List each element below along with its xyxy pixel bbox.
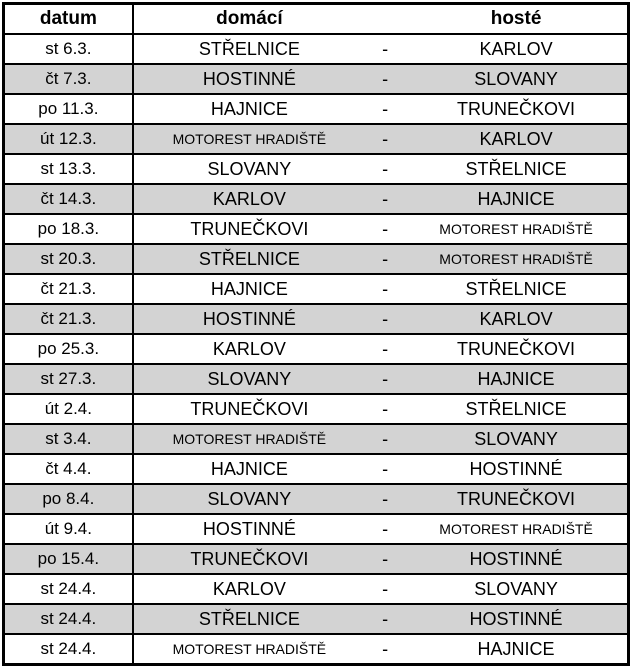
away-team: TRUNEČKOVI [405, 334, 628, 364]
separator-dash: - [365, 124, 405, 154]
separator-dash: - [365, 184, 405, 214]
match-date: st 24.4. [4, 604, 133, 634]
home-team: TRUNEČKOVI [133, 544, 365, 574]
header-row [4, 4, 629, 35]
header-separator-spacer [365, 4, 405, 35]
table-row [4, 34, 629, 64]
separator-dash: - [365, 214, 405, 244]
table-row [4, 94, 629, 124]
table-row [4, 124, 629, 154]
home-team: SLOVANY [133, 154, 365, 184]
match-date: st 6.3. [4, 34, 133, 64]
separator-dash: - [365, 304, 405, 334]
header-domaci: domácí [133, 4, 365, 35]
separator-dash: - [365, 634, 405, 665]
away-team: MOTOREST HRADIŠTĚ [405, 214, 628, 244]
home-team: HAJNICE [133, 274, 365, 304]
table-row [4, 604, 629, 634]
home-team: SLOVANY [133, 484, 365, 514]
home-team: MOTOREST HRADIŠTĚ [133, 424, 365, 454]
match-date: st 24.4. [4, 634, 133, 665]
home-team: STŘELNICE [133, 604, 365, 634]
match-date: čt 14.3. [4, 184, 133, 214]
separator-dash: - [365, 154, 405, 184]
separator-dash: - [365, 484, 405, 514]
separator-dash: - [365, 244, 405, 274]
separator-dash: - [365, 34, 405, 64]
table-row [4, 544, 629, 574]
table-row [4, 484, 629, 514]
table-row [4, 574, 629, 604]
home-team: HOSTINNÉ [133, 514, 365, 544]
match-date: po 25.3. [4, 334, 133, 364]
away-team: KARLOV [405, 34, 628, 64]
away-team: TRUNEČKOVI [405, 484, 628, 514]
separator-dash: - [365, 604, 405, 634]
home-team: HAJNICE [133, 94, 365, 124]
match-date: út 12.3. [4, 124, 133, 154]
table-row [4, 184, 629, 214]
away-team: HOSTINNÉ [405, 454, 628, 484]
away-team: HAJNICE [405, 634, 628, 665]
away-team: HOSTINNÉ [405, 604, 628, 634]
separator-dash: - [365, 94, 405, 124]
separator-dash: - [365, 574, 405, 604]
header-datum: datum [4, 4, 133, 35]
header-hoste: hosté [405, 4, 628, 35]
home-team: HAJNICE [133, 454, 365, 484]
table-row [4, 364, 629, 394]
home-team: STŘELNICE [133, 34, 365, 64]
table-row [4, 394, 629, 424]
match-date: čt 21.3. [4, 304, 133, 334]
match-date: st 3.4. [4, 424, 133, 454]
away-team: HOSTINNÉ [405, 544, 628, 574]
away-team: KARLOV [405, 304, 628, 334]
away-team: STŘELNICE [405, 394, 628, 424]
home-team: TRUNEČKOVI [133, 214, 365, 244]
separator-dash: - [365, 424, 405, 454]
separator-dash: - [365, 274, 405, 304]
table-row [4, 154, 629, 184]
table-row [4, 634, 629, 665]
away-team: STŘELNICE [405, 154, 628, 184]
match-date: út 9.4. [4, 514, 133, 544]
table-row [4, 64, 629, 94]
match-date: po 8.4. [4, 484, 133, 514]
away-team: MOTOREST HRADIŠTĚ [405, 244, 628, 274]
home-team: KARLOV [133, 184, 365, 214]
separator-dash: - [365, 364, 405, 394]
match-schedule-table [2, 2, 630, 666]
home-team: SLOVANY [133, 364, 365, 394]
away-team: SLOVANY [405, 574, 628, 604]
home-team: MOTOREST HRADIŠTĚ [133, 634, 365, 665]
match-date: po 11.3. [4, 94, 133, 124]
away-team: TRUNEČKOVI [405, 94, 628, 124]
home-team: KARLOV [133, 334, 365, 364]
separator-dash: - [365, 544, 405, 574]
home-team: KARLOV [133, 574, 365, 604]
table-row [4, 304, 629, 334]
match-date: st 24.4. [4, 574, 133, 604]
match-date: út 2.4. [4, 394, 133, 424]
table-row [4, 514, 629, 544]
match-date: po 15.4. [4, 544, 133, 574]
table-row [4, 334, 629, 364]
away-team: STŘELNICE [405, 274, 628, 304]
match-date: po 18.3. [4, 214, 133, 244]
separator-dash: - [365, 334, 405, 364]
away-team: SLOVANY [405, 64, 628, 94]
away-team: HAJNICE [405, 364, 628, 394]
home-team: MOTOREST HRADIŠTĚ [133, 124, 365, 154]
home-team: STŘELNICE [133, 244, 365, 274]
match-date: čt 4.4. [4, 454, 133, 484]
match-date: čt 7.3. [4, 64, 133, 94]
table-row [4, 214, 629, 244]
away-team: KARLOV [405, 124, 628, 154]
match-date: čt 21.3. [4, 274, 133, 304]
separator-dash: - [365, 454, 405, 484]
home-team: TRUNEČKOVI [133, 394, 365, 424]
match-date: st 27.3. [4, 364, 133, 394]
table-row [4, 424, 629, 454]
home-team: HOSTINNÉ [133, 304, 365, 334]
separator-dash: - [365, 394, 405, 424]
table-row [4, 244, 629, 274]
table-row [4, 274, 629, 304]
separator-dash: - [365, 64, 405, 94]
home-team: HOSTINNÉ [133, 64, 365, 94]
away-team: HAJNICE [405, 184, 628, 214]
away-team: MOTOREST HRADIŠTĚ [405, 514, 628, 544]
table-row [4, 454, 629, 484]
match-date: st 13.3. [4, 154, 133, 184]
away-team: SLOVANY [405, 424, 628, 454]
match-date: st 20.3. [4, 244, 133, 274]
separator-dash: - [365, 514, 405, 544]
